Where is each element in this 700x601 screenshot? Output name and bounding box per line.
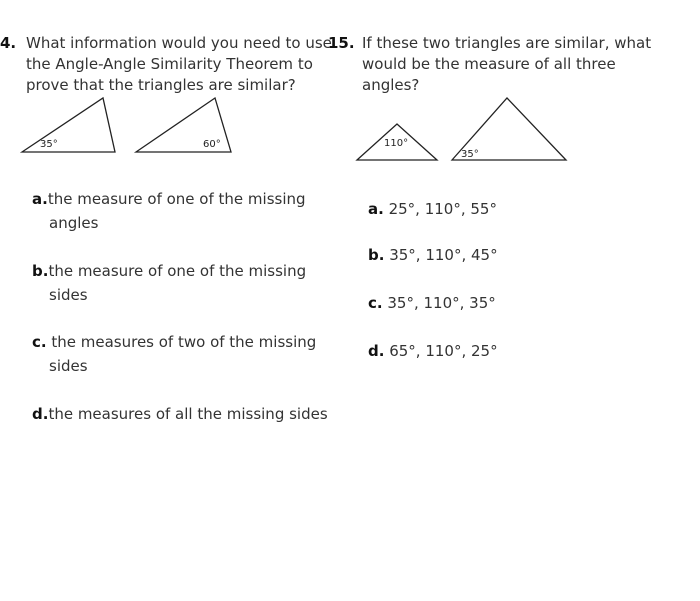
choice-letter: c. <box>368 294 383 312</box>
choice-text: angles <box>49 214 99 232</box>
choice-letter: c. <box>32 333 47 351</box>
triangle-left <box>22 98 115 152</box>
angle-label: 110° <box>384 138 409 149</box>
choice-a[interactable] <box>368 197 497 221</box>
choice-letter: b. <box>368 246 385 264</box>
choice-text: 35°, 110°, 35° <box>382 294 496 312</box>
choice-text: the measure of one of the missing <box>48 262 307 280</box>
question-text-line: the Angle-Angle Similarity Theorem to <box>26 55 313 73</box>
choice-d[interactable] <box>368 339 498 363</box>
question-text-line: would be the measure of all three <box>362 55 616 73</box>
choice-text: 65°, 110°, 25° <box>384 342 498 360</box>
question-number: 15. <box>328 34 355 52</box>
choice-b[interactable] <box>32 259 306 307</box>
choice-c[interactable] <box>368 291 496 315</box>
choice-text: the measures of all the missing sides <box>48 405 328 423</box>
choice-text: the measure of one of the missing <box>47 190 306 208</box>
choice-text: sides <box>49 357 88 375</box>
choice-text: sides <box>49 286 88 304</box>
angle-label: 60° <box>203 139 221 150</box>
choice-letter: d. <box>368 342 385 360</box>
q15-triangles-figure <box>340 90 580 170</box>
choice-d[interactable] <box>32 402 328 426</box>
angle-label: 35° <box>461 149 479 160</box>
choice-a[interactable] <box>32 187 306 235</box>
choice-c[interactable] <box>32 330 316 378</box>
question-text-line: What information would you need to use <box>26 34 332 52</box>
choice-text: 25°, 110°, 55° <box>383 200 497 218</box>
choice-text: 35°, 110°, 45° <box>384 246 498 264</box>
choice-text: the measures of two of the missing <box>46 333 317 351</box>
choice-letter: d. <box>32 405 49 423</box>
question-text-line: prove that the triangles are similar? <box>26 76 296 94</box>
q14-triangles-figure <box>0 95 240 165</box>
angle-label: 35° <box>40 139 58 150</box>
choice-b[interactable] <box>368 243 498 267</box>
choice-letter: a. <box>32 190 48 208</box>
choice-letter: b. <box>32 262 49 280</box>
question-number: 4. <box>0 34 17 52</box>
question-text-line: If these two triangles are similar, what <box>362 34 652 52</box>
choice-letter: a. <box>368 200 384 218</box>
question-text-line: angles? <box>362 76 420 94</box>
